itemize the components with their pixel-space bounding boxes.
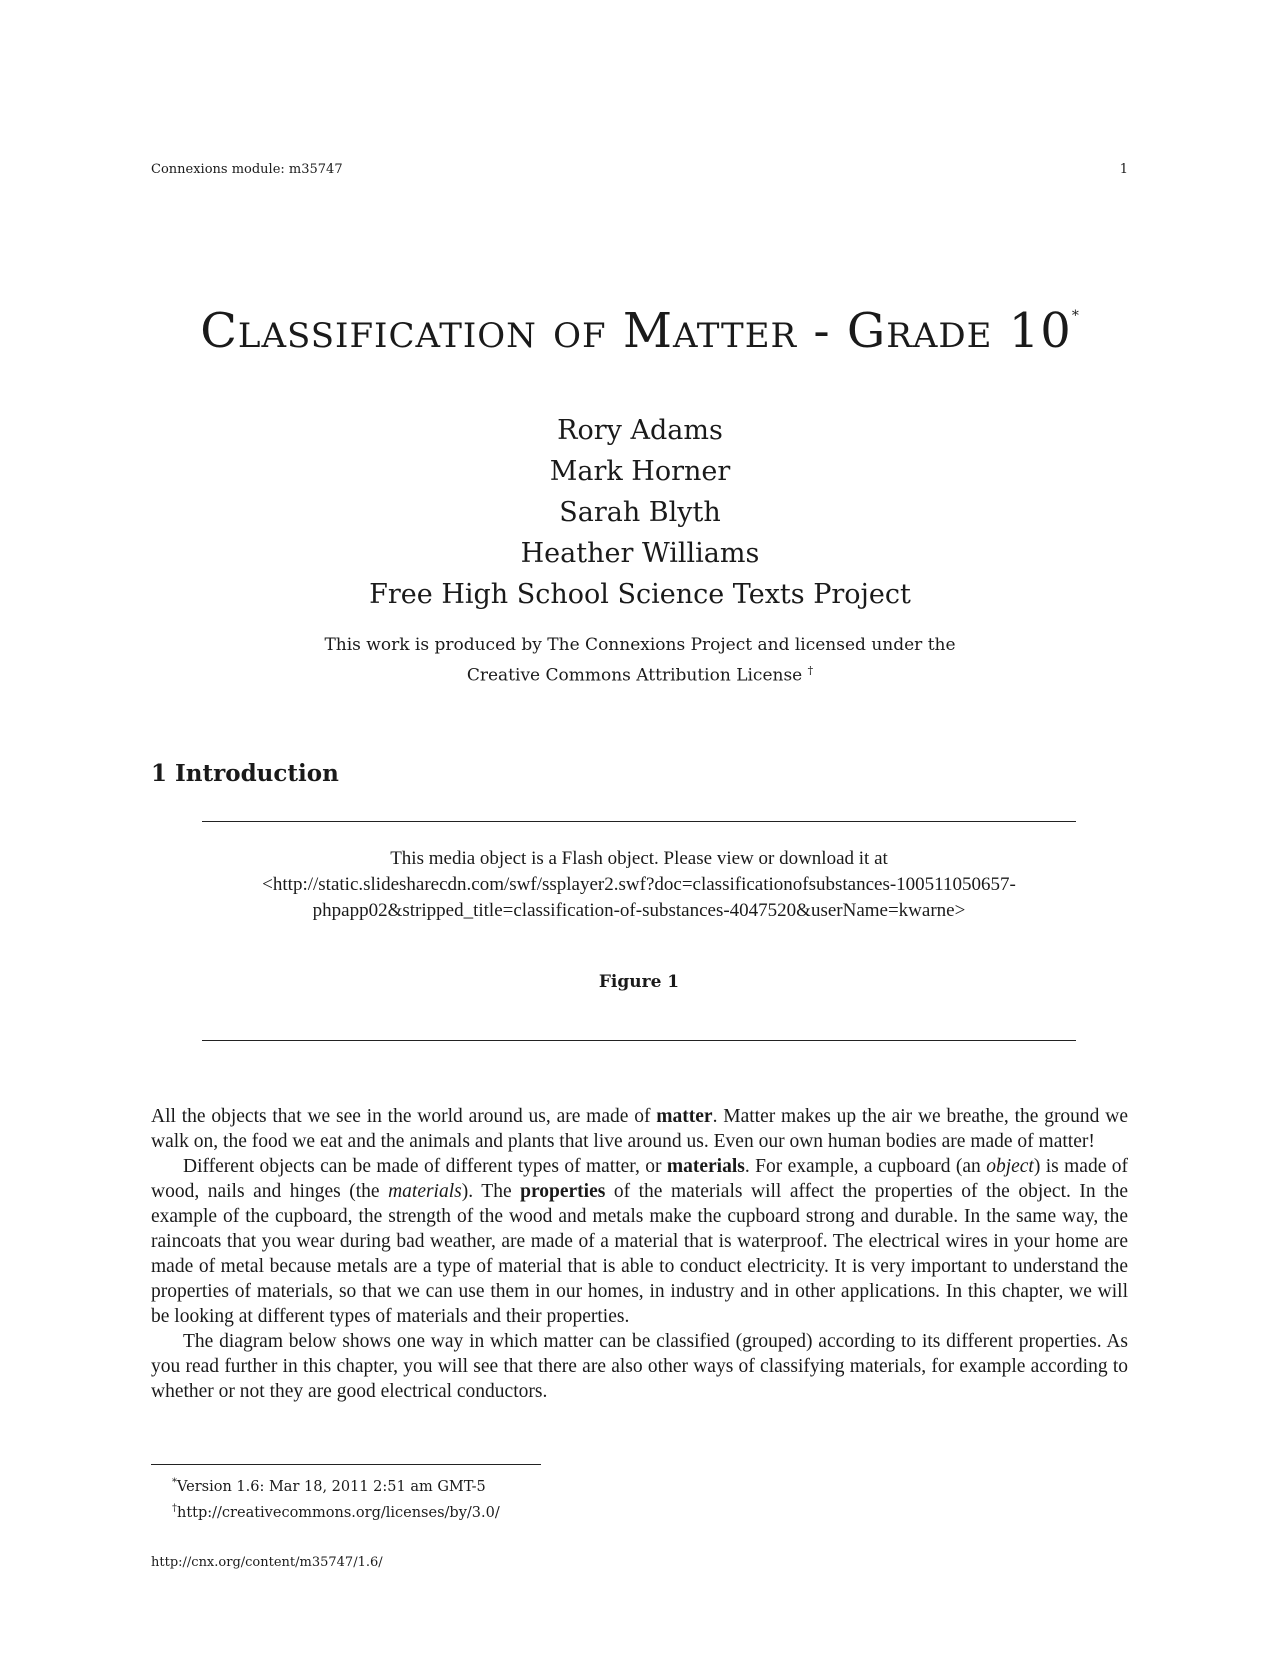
italic-term: materials (388, 1181, 462, 1202)
license-line-1: This work is produced by The Connexions Project and licensed under the (324, 635, 956, 655)
footnote-version (172, 1472, 500, 1498)
media-notice-line: This media object is a Flash object. Please view or download it at (390, 848, 888, 869)
license-name: Creative Commons Attribution License (466, 665, 803, 686)
media-url-line[interactable]: phpapp02&stripped_title=classification-of-substances-4047520&userName=kwarne> (312, 900, 966, 921)
section-heading: 1 Introduction (151, 760, 339, 787)
text-run: ) is made of wood, nails and hinges (the (151, 1156, 1128, 1202)
bold-term: properties (520, 1181, 606, 1202)
body-text (151, 1104, 1128, 1404)
text-run: All the objects that we see in the world around us, are made of (151, 1106, 657, 1127)
paragraph (151, 1154, 1128, 1329)
author-name: Mark Horner (549, 456, 731, 487)
text-run: ). The (461, 1181, 521, 1202)
text-run: . Matter makes up the air we breathe, the ground we walk on, the food we eat and the animals and plants that live around us. Even our own human bodies are made of matter! (151, 1106, 1128, 1152)
bold-term: materials (666, 1156, 745, 1177)
title-footnote-mark[interactable]: * (1071, 308, 1080, 324)
italic-term: object (986, 1156, 1034, 1177)
author-list (0, 410, 1280, 615)
module-id: Connexions module: m35747 (151, 162, 343, 177)
license-statement (0, 632, 1280, 689)
media-url-line[interactable]: <http://static.slidesharecdn.com/swf/ssplayer2.swf?doc=classificationofsubstances-100511050657- (262, 874, 1016, 895)
footnote-link[interactable]: http://creativecommons.org/licenses/by/3.0/ (177, 1504, 500, 1521)
figure-box (202, 821, 1076, 1041)
text-run: of the materials will affect the properties of the object. In the example of the cupboard, the strength of the wood and metals make the cupboard strong and durable. In the same way, the raincoats that you wear during bad weather, are made of a material that is waterproof. The electrical wires in your home are made of metal because metals are a type of material that is able to conduct electricity. It is very important to understand the properties of materials, so that we can use them in our homes, in industry and in other applications. In this chapter, we will be looking at different types of materials and their properties. (151, 1181, 1128, 1327)
author-name: Heather Williams (520, 538, 760, 569)
footnote-license-url (172, 1498, 500, 1524)
page-footer-url[interactable]: http://cnx.org/content/m35747/1.6/ (151, 1555, 383, 1570)
document-title (0, 305, 1280, 358)
footnote-mark: * (172, 1477, 177, 1488)
paragraph: The diagram below shows one way in which matter can be classified (grouped) according to its different properties. As you read further in this chapter, you will see that there are also other ways of classifying materials, for example according to whether or not they are good electrical conductors. (151, 1331, 1128, 1402)
title-text: Classification of Matter - Grade 10 (200, 303, 1072, 359)
running-header (151, 162, 1128, 177)
footnote-mark: † (172, 1502, 177, 1514)
footnotes (172, 1472, 500, 1524)
footnote-text: Version 1.6: Mar 18, 2011 2:51 am GMT-5 (177, 1478, 486, 1495)
bold-term: matter (656, 1106, 713, 1127)
author-organization: Free High School Science Texts Project (369, 579, 911, 610)
paragraph (151, 1104, 1128, 1154)
author-name: Sarah Blyth (559, 497, 721, 528)
license-line-2 (0, 658, 1280, 689)
text-run: Different objects can be made of different types of matter, or (183, 1156, 667, 1177)
footnote-divider (151, 1464, 541, 1465)
figure-caption: Figure 1 (598, 972, 680, 992)
text-run: . For example, a cupboard (an (744, 1156, 987, 1177)
author-name: Rory Adams (557, 415, 723, 446)
page-number: 1 (1119, 162, 1128, 177)
license-footnote-mark[interactable]: † (807, 664, 814, 677)
media-object-notice (202, 846, 1076, 924)
